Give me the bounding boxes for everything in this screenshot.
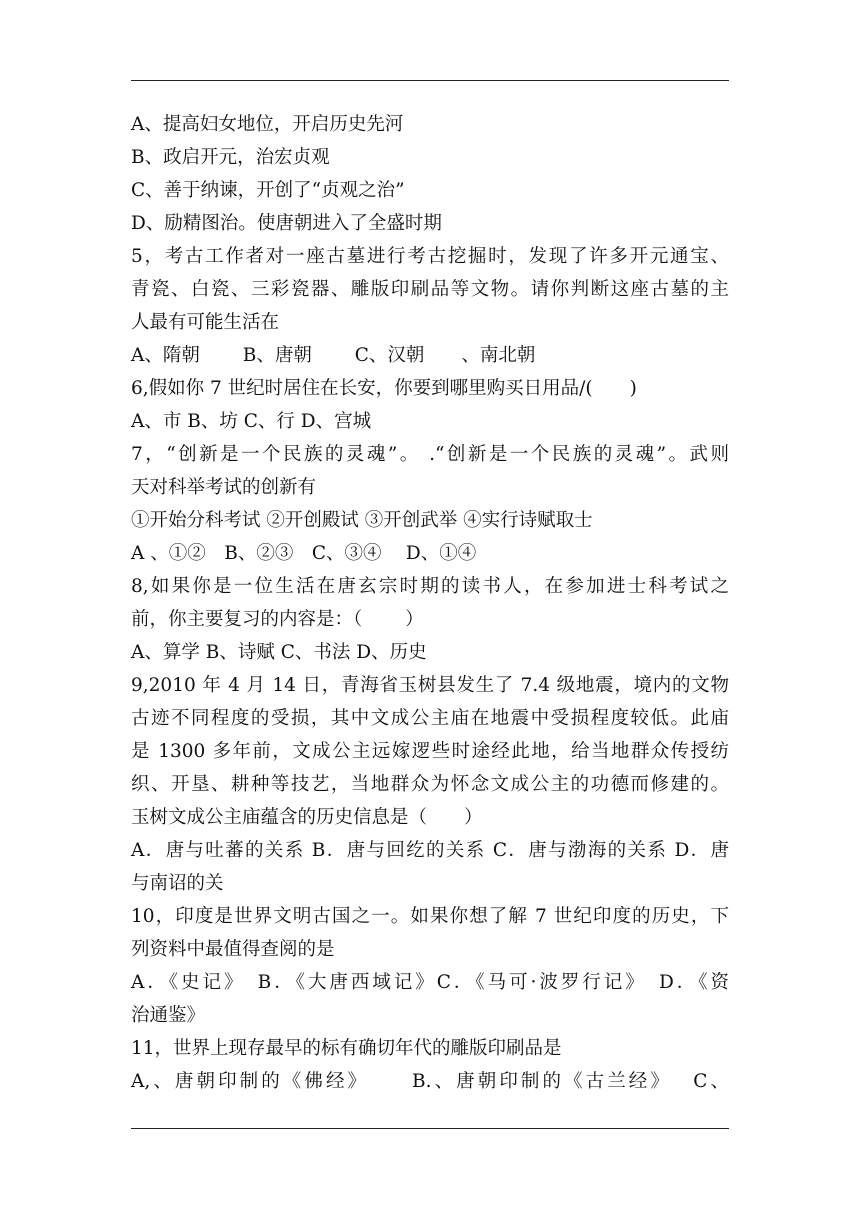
- question-11-options: A,、唐朝印制的《佛经》 B.、唐朝印制的《古兰经》 C、: [131, 1071, 729, 1092]
- question-8-line-1: 8,如果你是一位生活在唐玄宗时期的读书人，在参加进士科考试之: [131, 576, 729, 597]
- question-9-line-3: 是 1300 多年前，文成公主远嫁逻些时途经此地，给当地群众传授纺: [131, 741, 729, 762]
- question-7-options: A 、①② B、②③ C、③④ D、①④: [131, 543, 477, 564]
- question-7-line-1: 7，“创新是一个民族的灵魂”。 .“创新是一个民族的灵魂”。武则: [131, 444, 729, 465]
- question-5-options: A、隋朝 B、唐朝 C、汉朝 、南北朝: [131, 345, 536, 366]
- question-6-line: 6,假如你 7 世纪时居住在长安，你要到哪里购买日用品/( ): [131, 378, 637, 399]
- document-body: [131, 108, 729, 1098]
- footer-rule: [131, 1128, 729, 1129]
- question-5-line-3: 人最有可能生活在: [131, 312, 280, 333]
- question-10-line-1: 10，印度是世界文明古国之一。如果你想了解 7 世纪印度的历史，下: [131, 906, 729, 927]
- question-11-line: 11，世界上现存最早的标有确切年代的雕版印刷品是: [131, 1038, 562, 1059]
- option-d-line: D、励精图治。使唐朝进入了全盛时期: [131, 213, 442, 234]
- question-9-line-1: 9,2010 年 4 月 14 日，青海省玉树县发生了 7.4 级地震，境内的文物: [131, 675, 729, 696]
- question-9-options-2: 与南诏的关: [131, 873, 224, 894]
- question-8-line-2: 前，你主要复习的内容是：（ ）: [131, 609, 424, 630]
- header-rule: [131, 80, 729, 81]
- question-9-line-5: 玉树文成公主庙蕴含的历史信息是（ ）: [131, 807, 483, 828]
- question-7-choices: ①开始分科考试 ②开创殿试 ③开创武举 ④实行诗赋取士: [131, 510, 593, 531]
- question-10-line-2: 列资料中最值得查阅的是: [131, 939, 335, 960]
- question-8-options: A、算学 B、诗赋 C、书法 D、历史: [131, 642, 427, 663]
- question-5-line-1: 5，考古工作者对一座古墓进行考古挖掘时，发现了许多开元通宝、: [131, 246, 729, 267]
- question-6-options: A、市 B、坊 C、行 D、宫城: [131, 411, 372, 432]
- option-b-line: B、政启开元，治宏贞观: [131, 147, 330, 168]
- option-a-line: A、提高妇女地位，开启历史先河: [131, 114, 404, 135]
- question-9-line-4: 织、开垦、耕种等技艺，当地群众为怀念文成公主的功德而修建的。: [131, 774, 729, 795]
- question-9-options-1: A．唐与吐蕃的关系 B．唐与回纥的关系 C．唐与渤海的关系 D．唐: [131, 840, 729, 861]
- question-10-options-1: A．《史记》 B．《大唐西域记》C．《马可·波罗行记》 D．《资: [131, 972, 729, 993]
- question-7-line-2: 天对科举考试的创新有: [131, 477, 317, 498]
- question-9-line-2: 古迹不同程度的受损，其中文成公主庙在地震中受损程度较低。此庙: [131, 708, 729, 729]
- question-10-options-2: 治通鉴》: [131, 1005, 206, 1026]
- option-c-line: C、善于纳谏，开创了“贞观之治”: [131, 180, 405, 201]
- question-5-line-2: 青瓷、白瓷、三彩瓷器、雕版印刷品等文物。请你判断这座古墓的主: [131, 279, 729, 300]
